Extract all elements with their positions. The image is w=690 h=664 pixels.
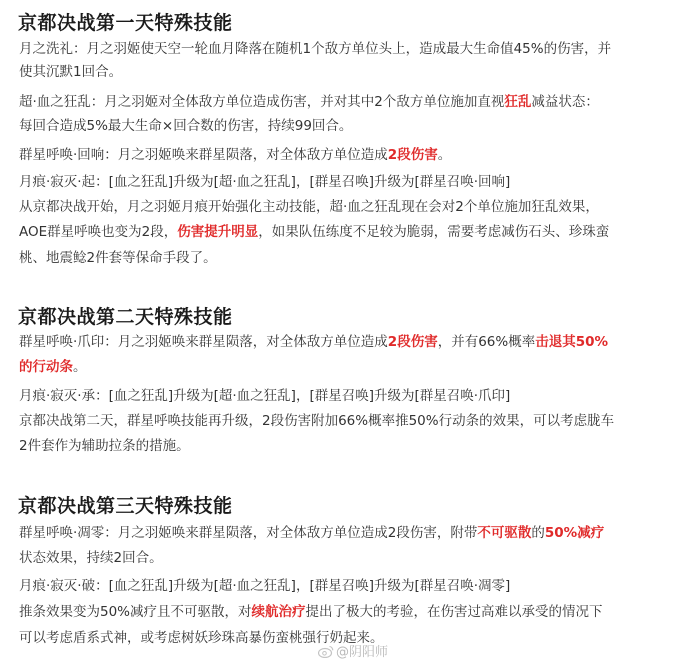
highlight: 续航治疗: [251, 604, 306, 620]
highlight: 50%减疗: [544, 525, 605, 541]
day2-line3: 月痕·寂灭·承：[血之狂乱]升级为[超·血之狂乱]，[群星召唤]升级为[群星召唤·爪印]: [19, 388, 511, 404]
day3-line4: [19, 603, 679, 621]
day1-heading: 京都决战第一天特殊技能: [18, 12, 233, 34]
day1-line8: [19, 223, 679, 241]
highlight: 的行动条: [19, 359, 73, 375]
day3-heading: 京都决战第三天特殊技能: [18, 495, 233, 517]
highlight: 狂乱: [504, 94, 532, 110]
text: ，并有66%概率: [437, 334, 536, 350]
text: 提出了极大的考验，在伤害过高难以承受的情况下: [305, 604, 603, 620]
text: 群星呼唤·爪印：月之羽姬唤来群星陨落，对全体敌方单位造成: [19, 334, 388, 350]
text: 。: [73, 359, 87, 375]
weibo-icon: [318, 645, 334, 658]
day1-line9: 桃、地震鲶2件套等保命手段了。: [19, 250, 217, 266]
text: 减益状态：: [531, 94, 599, 110]
text: ，如果队伍练度不足较为脆弱，需要考虑减伤石头、珍珠蛮: [258, 224, 610, 240]
text: 。: [437, 147, 452, 163]
day3-line5: 可以考虑盾系式神，或考虑树妖珍珠高暴伤蛮桃强行奶起来。: [19, 630, 384, 646]
watermark-text: @阴阳师: [336, 645, 389, 660]
day1-line7: 从京都决战开始，月之羽姬月痕开始强化主动技能，超·血之狂乱现在会对2个单位施加狂乱效果，: [19, 199, 599, 215]
text: AOE群星呼唤也变为2段，: [19, 224, 178, 240]
day3-line3: 月痕·寂灭·破：[血之狂乱]升级为[超·血之狂乱]，[群星召唤]升级为[群星召唤·凋零]: [19, 578, 511, 594]
day2-line5: 2件套作为辅助拉条的措施。: [19, 438, 190, 454]
day2-heading: 京都决战第二天特殊技能: [18, 306, 233, 328]
day2-line2: [19, 358, 679, 376]
day1-line1: 月之洗礼：月之羽姬使天空一轮血月降落在随机1个敌方单位头上，造成最大生命值45%的伤害，并: [19, 41, 612, 57]
day1-line4: 每回合造成5%最大生命×回合数的伤害，持续99回合。: [19, 118, 353, 134]
text: 群星呼唤·回响：月之羽姬唤来群星陨落，对全体敌方单位造成: [19, 147, 388, 163]
weibo-watermark: [318, 641, 388, 660]
day3-line2: 状态效果，持续2回合。: [19, 550, 163, 566]
day2-line1: [19, 333, 679, 351]
highlight: 2段伤害: [387, 147, 438, 163]
day1-line6: 月痕·寂灭·起：[血之狂乱]升级为[超·血之狂乱]，[群星召唤]升级为[群星召唤·回响]: [19, 174, 511, 190]
text: 群星呼唤·凋零：月之羽姬唤来群星陨落，对全体敌方单位造成2段伤害，附带: [19, 525, 478, 541]
highlight: 不可驱散: [477, 525, 532, 541]
text: 超·血之狂乱：月之羽姬对全体敌方单位造成伤害，并对其中2个敌方单位施加直视: [19, 94, 505, 110]
text: 的: [531, 525, 545, 541]
day1-line2: 使其沉默1回合。: [19, 64, 123, 80]
highlight: 伤害提升明显: [177, 224, 259, 240]
day1-line5: [19, 146, 679, 164]
text: 推条效果变为50%减疗且不可驱散，对: [19, 604, 252, 620]
day3-line1: [19, 524, 679, 542]
highlight: 2段伤害: [387, 334, 438, 350]
highlight: 击退其50%: [535, 334, 609, 350]
day2-line4: 京都决战第二天，群星呼唤技能再升级，2段伤害附加66%概率推50%行动条的效果，可以考虑胧车: [19, 413, 615, 429]
day1-line3: [19, 93, 679, 111]
